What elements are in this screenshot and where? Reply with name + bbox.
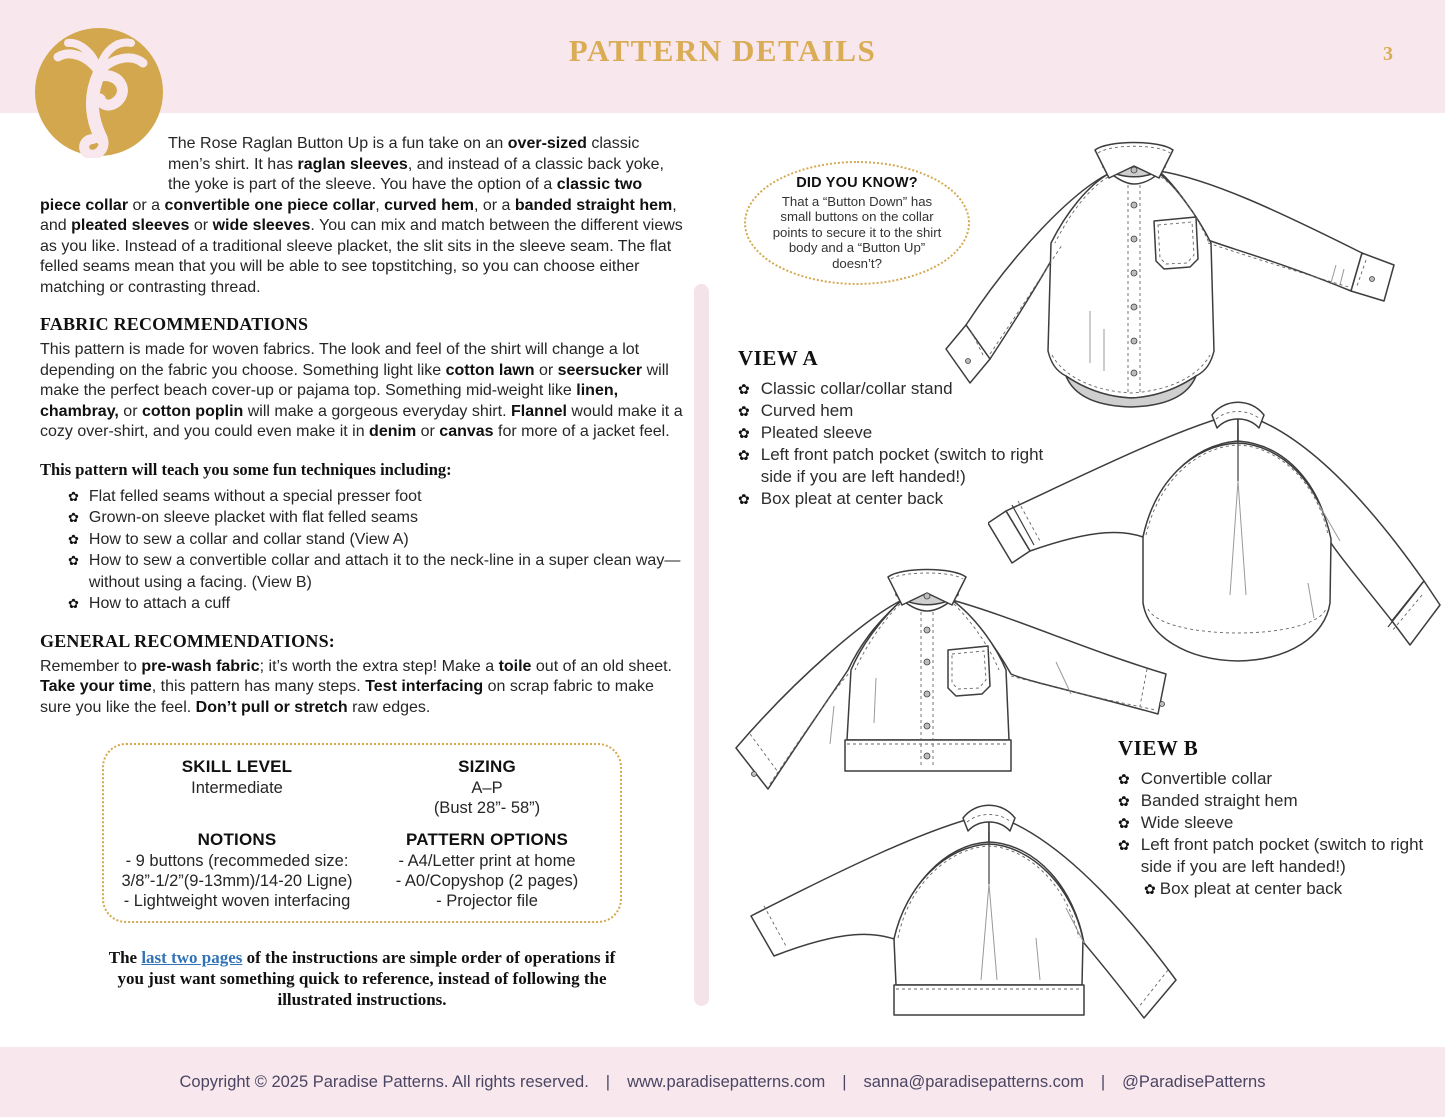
text: will make the perfect beach cover-up or pajama top. Something mid-weight like — [40, 361, 669, 399]
flower-bullet-icon: ✿ — [1118, 837, 1130, 853]
techniques-list — [40, 486, 686, 615]
bold-text: toile — [498, 657, 532, 675]
notions-label: NOTIONS — [197, 830, 277, 849]
view-b-back-illustration — [736, 788, 1206, 1028]
text: on scrap fabric to make sure you like the feel. — [40, 678, 654, 716]
text: , — [375, 196, 385, 214]
footer-separator: | — [1100, 1072, 1106, 1091]
list-item-text: Grown-on sleeve placket with flat felled seams — [88, 509, 418, 526]
notions-lines: - 9 buttons (recommeded size: 3/8”-1/2”(9-13mm)/14-20 Ligne) - Lightweight woven interfacing — [121, 852, 353, 910]
list-item — [68, 529, 686, 551]
list-item-text: Pleated sleeve — [760, 423, 873, 442]
text: will make a gorgeous everyday shirt. — [243, 402, 511, 420]
bold-text: pre-wash fabric — [141, 657, 260, 675]
footer-separator: | — [605, 1072, 611, 1091]
flower-bullet-icon: ✿ — [68, 510, 79, 525]
flower-bullet-icon: ✿ — [68, 531, 79, 547]
bold-text: linen, chambray, — [40, 382, 619, 420]
text: , and — [40, 196, 677, 234]
list-item-text: How to sew a collar and collar stand (View A) — [88, 530, 409, 548]
flower-bullet-icon: ✿ — [1118, 793, 1130, 809]
list-item-text: Curved hem — [760, 401, 854, 420]
techniques-heading: This pattern will teach you some fun techniques including: — [40, 459, 452, 479]
bold-text: Take your time — [40, 678, 152, 695]
did-you-know-heading: DID YOU KNOW? — [796, 174, 918, 191]
pattern-options-cell — [362, 830, 612, 911]
fabric-recommendations-heading: FABRIC RECOMMENDATIONS — [40, 314, 309, 334]
list-item — [68, 550, 686, 593]
bold-text: Flannel — [510, 402, 567, 420]
pattern-options-lines: - A4/Letter print at home - A0/Copyshop (2 pages) - Projector file — [395, 852, 579, 910]
flower-bullet-icon: ✿ — [68, 488, 79, 504]
bold-text: seersucker — [557, 361, 643, 379]
pattern-info-box — [102, 743, 622, 923]
left-column — [40, 134, 686, 1010]
notions-cell — [112, 830, 362, 911]
flower-bullet-icon: ✿ — [738, 425, 750, 441]
reference-note — [102, 947, 622, 1010]
skill-level-value: Intermediate — [191, 779, 283, 797]
text: of the instructions are simple order of operations if you just want something quick to reference, instead of following the illustrated instructions. — [117, 948, 616, 1009]
text: . You can mix and match between the different views as you like. Instead of a traditional sleeve placket, the slit sits in the sleeve seam. The flat felled seams mean that you will be able to see topstitching, so you can choose either matching or contrasting thread. — [40, 217, 683, 296]
flower-bullet-icon: ✿ — [738, 491, 750, 507]
bold-text: pleated sleeves — [71, 217, 190, 234]
bold-text: denim — [369, 423, 417, 440]
copyright-text: Copyright © 2025 Paradise Patterns. All rights reserved. — [179, 1072, 589, 1091]
email-link[interactable]: sanna@paradisepatterns.com — [863, 1072, 1084, 1091]
last-two-pages-link[interactable]: last two pages — [141, 948, 243, 967]
text: for more of a jacket feel. — [493, 423, 670, 440]
text: or — [189, 217, 213, 234]
view-a-heading: VIEW A — [738, 346, 819, 370]
flower-bullet-icon: ✿ — [738, 447, 750, 463]
bold-text: banded straight hem — [514, 196, 673, 214]
view-b-front-illustration — [726, 558, 1191, 793]
flower-bullet-icon: ✿ — [1118, 815, 1130, 831]
text: , this pattern has many steps. — [151, 678, 366, 695]
logo-spacer — [40, 134, 168, 176]
list-item-text: How to attach a cuff — [88, 595, 231, 612]
fabric-recommendations-paragraph — [40, 340, 686, 443]
list-item-text: Box pleat at center back — [1159, 879, 1343, 898]
view-b-heading: VIEW B — [1118, 736, 1199, 760]
bold-text: Don’t pull or stretch — [195, 698, 348, 716]
text: ; it’s worth the extra step! Make a — [259, 657, 499, 675]
general-recommendations-heading: GENERAL RECOMMENDATIONS: — [40, 630, 335, 651]
sizing-label: SIZING — [458, 757, 516, 776]
page-number: 3 — [1383, 43, 1393, 65]
list-item-text: Banded straight hem — [1140, 791, 1298, 810]
column-divider — [694, 284, 709, 1006]
bold-text: cotton poplin — [141, 402, 244, 420]
list-item-text: Left front patch pocket (switch to right side if you are left handed!) — [1140, 835, 1424, 876]
text: or — [416, 423, 440, 440]
did-you-know-bubble — [744, 161, 970, 285]
view-a-front-illustration — [938, 133, 1398, 418]
list-item-text: Box pleat at center back — [760, 489, 944, 508]
intro-paragraph — [40, 134, 686, 298]
text: would make it a cozy over-shirt, and you could even make it in — [40, 402, 683, 440]
general-recommendations-paragraph — [40, 657, 686, 719]
bold-text: curved hem — [384, 196, 474, 214]
skill-level-cell — [112, 757, 362, 818]
text: out of an old sheet. — [531, 657, 672, 675]
flower-bullet-icon: ✿ — [68, 553, 79, 568]
list-item-text: Classic collar/collar stand — [760, 379, 953, 398]
text: , or a — [473, 196, 515, 214]
bold-text: Test interfacing — [365, 678, 484, 695]
text: or — [118, 402, 142, 420]
list-item — [68, 593, 686, 615]
list-item-text: Wide sleeve — [1140, 813, 1234, 832]
flower-bullet-icon: ✿ — [68, 596, 79, 611]
social-handle[interactable]: @ParadisePatterns — [1122, 1072, 1266, 1091]
bold-text: over-sized — [507, 135, 587, 152]
text: The Rose Raglan Button Up is a fun take on an — [168, 135, 508, 152]
bold-text: canvas — [439, 423, 494, 440]
bold-text: classic two piece collar — [40, 176, 643, 214]
page-title: PATTERN DETAILS — [568, 33, 877, 68]
text: The — [108, 948, 142, 967]
footer-separator: | — [842, 1072, 847, 1091]
text: classic men’s shirt. It has — [168, 135, 640, 173]
text: Remember to — [40, 657, 142, 675]
text: or a — [128, 196, 165, 214]
did-you-know-body: That a “Button Down” has small buttons on the collar points to secure it to the shirt body and a “Button Up” doesn’t? — [772, 193, 942, 271]
sizing-cell — [362, 757, 612, 818]
sizing-lines: A–P (Bust 28”- 58”) — [433, 779, 541, 817]
text: or — [534, 361, 558, 379]
flower-bullet-icon: ✿ — [1118, 771, 1130, 787]
list-item-text: Left front patch pocket (switch to right side if you are left handed!) — [760, 445, 1044, 486]
list-item-text: Convertible collar — [1140, 769, 1273, 788]
pattern-options-label: PATTERN OPTIONS — [406, 830, 568, 849]
bold-text: raglan sleeves — [297, 155, 408, 173]
bold-text: convertible one piece collar — [164, 196, 376, 214]
footer-band — [0, 1047, 1445, 1117]
text: raw edges. — [347, 698, 431, 716]
list-item — [68, 486, 686, 508]
flower-bullet-icon: ✿ — [738, 403, 750, 419]
bold-text: cotton lawn — [445, 361, 535, 379]
website-link[interactable]: www.paradisepatterns.com — [627, 1072, 826, 1091]
skill-level-label: SKILL LEVEL — [181, 757, 293, 776]
text: This pattern is made for woven fabrics. The look and feel of the shirt will change a lot depending on the fabric you choose. Something light like — [40, 341, 640, 379]
list-item-text: How to sew a convertible collar and attach it to the neck-line in a super clean way—without using a facing. (View B) — [88, 552, 681, 591]
text: , and instead of a classic back yoke, the yoke is part of the sleeve. You have the option of a — [168, 155, 664, 193]
flower-bullet-icon: ✿ — [738, 381, 750, 397]
list-item-text: Flat felled seams without a special presser foot — [88, 487, 422, 505]
bold-text: wide sleeves — [212, 217, 311, 234]
flower-bullet-icon: ✿ — [1144, 881, 1156, 897]
list-item — [68, 507, 686, 529]
